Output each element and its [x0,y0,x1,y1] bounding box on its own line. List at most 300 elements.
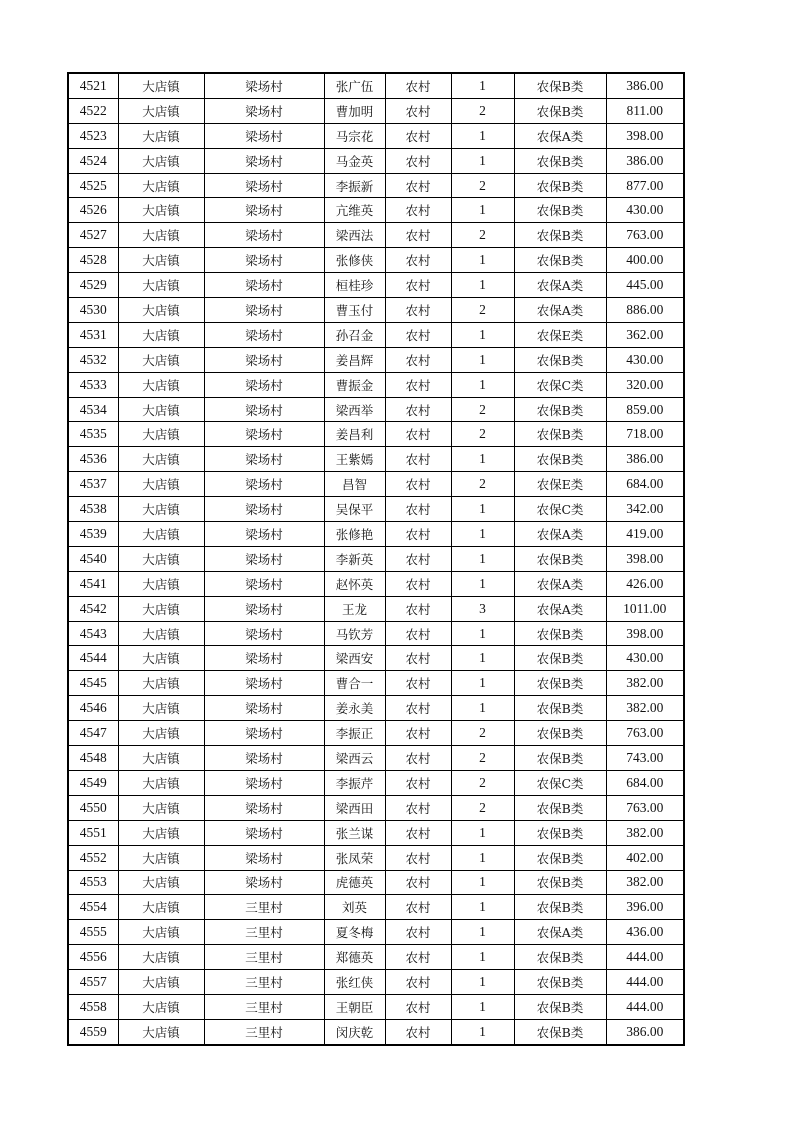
village-cell: 梁场村 [204,546,324,571]
row-number-cell: 4526 [68,198,118,223]
insurance-category-cell: 农保B类 [514,173,606,198]
table-row [68,795,684,820]
amount-cell: 382.00 [606,820,684,845]
name-cell: 梁西法 [324,223,385,248]
town-cell: 大店镇 [118,746,204,771]
row-number-cell: 4534 [68,397,118,422]
household-type-cell: 农村 [385,347,451,372]
amount-cell: 743.00 [606,746,684,771]
person-count-cell: 1 [451,347,514,372]
row-number-cell: 4557 [68,970,118,995]
amount-cell: 386.00 [606,73,684,98]
insurance-category-cell: 农保B类 [514,746,606,771]
insurance-category-cell: 农保B类 [514,223,606,248]
table-row [68,347,684,372]
table-row [68,546,684,571]
village-cell: 梁场村 [204,820,324,845]
amount-cell: 382.00 [606,870,684,895]
insurance-category-cell: 农保B类 [514,397,606,422]
town-cell: 大店镇 [118,248,204,273]
name-cell: 张修艳 [324,522,385,547]
amount-cell: 430.00 [606,347,684,372]
person-count-cell: 1 [451,920,514,945]
amount-cell: 426.00 [606,571,684,596]
village-cell: 梁场村 [204,571,324,596]
town-cell: 大店镇 [118,322,204,347]
household-type-cell: 农村 [385,746,451,771]
table-row [68,970,684,995]
row-number-cell: 4545 [68,671,118,696]
town-cell: 大店镇 [118,397,204,422]
table-row [68,472,684,497]
name-cell: 姜昌利 [324,422,385,447]
row-number-cell: 4527 [68,223,118,248]
person-count-cell: 1 [451,148,514,173]
insurance-category-cell: 农保B类 [514,696,606,721]
household-type-cell: 农村 [385,273,451,298]
amount-cell: 382.00 [606,671,684,696]
village-cell: 三里村 [204,1019,324,1044]
row-number-cell: 4552 [68,845,118,870]
amount-cell: 396.00 [606,895,684,920]
name-cell: 虎德英 [324,870,385,895]
person-count-cell: 1 [451,372,514,397]
person-count-cell: 1 [451,546,514,571]
town-cell: 大店镇 [118,895,204,920]
insurance-category-cell: 农保B类 [514,248,606,273]
row-number-cell: 4533 [68,372,118,397]
amount-cell: 430.00 [606,646,684,671]
town-cell: 大店镇 [118,223,204,248]
table-row [68,223,684,248]
household-type-cell: 农村 [385,447,451,472]
insurance-category-cell: 农保B类 [514,646,606,671]
household-type-cell: 农村 [385,870,451,895]
village-cell: 梁场村 [204,472,324,497]
village-cell: 梁场村 [204,497,324,522]
row-number-cell: 4522 [68,98,118,123]
village-cell: 梁场村 [204,621,324,646]
row-number-cell: 4529 [68,273,118,298]
town-cell: 大店镇 [118,198,204,223]
village-cell: 梁场村 [204,248,324,273]
household-type-cell: 农村 [385,795,451,820]
household-type-cell: 农村 [385,945,451,970]
row-number-cell: 4555 [68,920,118,945]
town-cell: 大店镇 [118,73,204,98]
village-cell: 梁场村 [204,671,324,696]
person-count-cell: 1 [451,571,514,596]
name-cell: 马宗花 [324,123,385,148]
town-cell: 大店镇 [118,472,204,497]
household-type-cell: 农村 [385,223,451,248]
person-count-cell: 1 [451,671,514,696]
table-row [68,746,684,771]
amount-cell: 763.00 [606,721,684,746]
row-number-cell: 4559 [68,1019,118,1044]
insurance-category-cell: 农保B类 [514,870,606,895]
name-cell: 曹加明 [324,98,385,123]
person-count-cell: 1 [451,845,514,870]
name-cell: 姜永美 [324,696,385,721]
person-count-cell: 2 [451,422,514,447]
table-row [68,820,684,845]
table-row [68,696,684,721]
household-type-cell: 农村 [385,422,451,447]
household-type-cell: 农村 [385,248,451,273]
household-type-cell: 农村 [385,372,451,397]
table-row [68,298,684,323]
person-count-cell: 1 [451,1019,514,1044]
amount-cell: 859.00 [606,397,684,422]
town-cell: 大店镇 [118,920,204,945]
insurance-category-cell: 农保A类 [514,298,606,323]
insurance-category-cell: 农保A类 [514,596,606,621]
table-row [68,273,684,298]
name-cell: 梁西安 [324,646,385,671]
name-cell: 马钦芳 [324,621,385,646]
amount-cell: 877.00 [606,173,684,198]
amount-cell: 382.00 [606,696,684,721]
row-number-cell: 4547 [68,721,118,746]
table-row [68,621,684,646]
insurance-category-cell: 农保B类 [514,721,606,746]
row-number-cell: 4539 [68,522,118,547]
amount-cell: 400.00 [606,248,684,273]
row-number-cell: 4530 [68,298,118,323]
person-count-cell: 3 [451,596,514,621]
person-count-cell: 1 [451,945,514,970]
person-count-cell: 1 [451,123,514,148]
village-cell: 梁场村 [204,845,324,870]
insurance-category-cell: 农保B类 [514,621,606,646]
amount-cell: 444.00 [606,994,684,1019]
village-cell: 梁场村 [204,795,324,820]
village-cell: 梁场村 [204,322,324,347]
row-number-cell: 4544 [68,646,118,671]
person-count-cell: 1 [451,696,514,721]
name-cell: 夏冬梅 [324,920,385,945]
town-cell: 大店镇 [118,298,204,323]
household-type-cell: 农村 [385,920,451,945]
amount-cell: 402.00 [606,845,684,870]
table-row [68,721,684,746]
name-cell: 李振新 [324,173,385,198]
insurance-category-cell: 农保B类 [514,198,606,223]
name-cell: 梁西举 [324,397,385,422]
person-count-cell: 2 [451,397,514,422]
town-cell: 大店镇 [118,546,204,571]
insurance-category-cell: 农保B类 [514,845,606,870]
village-cell: 梁场村 [204,870,324,895]
name-cell: 梁西田 [324,795,385,820]
name-cell: 赵怀英 [324,571,385,596]
village-cell: 梁场村 [204,298,324,323]
household-type-cell: 农村 [385,770,451,795]
person-count-cell: 1 [451,73,514,98]
village-cell: 梁场村 [204,347,324,372]
person-count-cell: 1 [451,895,514,920]
row-number-cell: 4554 [68,895,118,920]
town-cell: 大店镇 [118,945,204,970]
person-count-cell: 2 [451,223,514,248]
amount-cell: 1011.00 [606,596,684,621]
row-number-cell: 4541 [68,571,118,596]
household-type-cell: 农村 [385,571,451,596]
household-type-cell: 农村 [385,298,451,323]
village-cell: 梁场村 [204,522,324,547]
person-count-cell: 1 [451,273,514,298]
town-cell: 大店镇 [118,447,204,472]
table-row [68,98,684,123]
village-cell: 梁场村 [204,646,324,671]
insurance-category-cell: 农保B类 [514,1019,606,1044]
table-row [68,322,684,347]
village-cell: 梁场村 [204,123,324,148]
table-row [68,522,684,547]
name-cell: 闵庆乾 [324,1019,385,1044]
table-row [68,671,684,696]
insurance-category-cell: 农保A类 [514,522,606,547]
name-cell: 张凤荣 [324,845,385,870]
amount-cell: 398.00 [606,123,684,148]
name-cell: 李振芹 [324,770,385,795]
amount-cell: 718.00 [606,422,684,447]
table-row [68,770,684,795]
insurance-category-cell: 农保C类 [514,497,606,522]
amount-cell: 444.00 [606,945,684,970]
name-cell: 王紫嫣 [324,447,385,472]
person-count-cell: 2 [451,770,514,795]
amount-cell: 763.00 [606,795,684,820]
table-row [68,920,684,945]
name-cell: 孙召金 [324,322,385,347]
name-cell: 郑德英 [324,945,385,970]
row-number-cell: 4556 [68,945,118,970]
village-cell: 梁场村 [204,372,324,397]
amount-cell: 419.00 [606,522,684,547]
town-cell: 大店镇 [118,994,204,1019]
insurance-category-cell: 农保B类 [514,820,606,845]
insurance-category-cell: 农保A类 [514,123,606,148]
insurance-category-cell: 农保B类 [514,148,606,173]
town-cell: 大店镇 [118,646,204,671]
household-type-cell: 农村 [385,845,451,870]
amount-cell: 763.00 [606,223,684,248]
row-number-cell: 4548 [68,746,118,771]
village-cell: 梁场村 [204,422,324,447]
insurance-category-cell: 农保C类 [514,770,606,795]
row-number-cell: 4550 [68,795,118,820]
table-row [68,596,684,621]
table-row [68,870,684,895]
village-cell: 梁场村 [204,148,324,173]
town-cell: 大店镇 [118,870,204,895]
row-number-cell: 4521 [68,73,118,98]
town-cell: 大店镇 [118,497,204,522]
row-number-cell: 4532 [68,347,118,372]
village-cell: 梁场村 [204,98,324,123]
name-cell: 曹合一 [324,671,385,696]
town-cell: 大店镇 [118,522,204,547]
household-type-cell: 农村 [385,397,451,422]
town-cell: 大店镇 [118,347,204,372]
name-cell: 马金英 [324,148,385,173]
household-type-cell: 农村 [385,721,451,746]
village-cell: 梁场村 [204,198,324,223]
row-number-cell: 4535 [68,422,118,447]
name-cell: 李振正 [324,721,385,746]
village-cell: 三里村 [204,895,324,920]
amount-cell: 398.00 [606,546,684,571]
insurance-category-cell: 农保B类 [514,945,606,970]
insurance-category-cell: 农保B类 [514,895,606,920]
village-cell: 三里村 [204,945,324,970]
person-count-cell: 2 [451,98,514,123]
table-row [68,447,684,472]
amount-cell: 444.00 [606,970,684,995]
village-cell: 梁场村 [204,173,324,198]
amount-cell: 811.00 [606,98,684,123]
person-count-cell: 1 [451,497,514,522]
insurance-category-cell: 农保B类 [514,98,606,123]
town-cell: 大店镇 [118,845,204,870]
household-type-cell: 农村 [385,173,451,198]
insurance-category-cell: 农保B类 [514,422,606,447]
village-cell: 梁场村 [204,397,324,422]
insurance-category-cell: 农保E类 [514,472,606,497]
household-type-cell: 农村 [385,820,451,845]
row-number-cell: 4540 [68,546,118,571]
insurance-category-cell: 农保E类 [514,322,606,347]
amount-cell: 436.00 [606,920,684,945]
name-cell: 张广伍 [324,73,385,98]
household-type-cell: 农村 [385,522,451,547]
household-type-cell: 农村 [385,497,451,522]
village-cell: 梁场村 [204,721,324,746]
amount-cell: 386.00 [606,447,684,472]
household-type-cell: 农村 [385,322,451,347]
village-cell: 梁场村 [204,770,324,795]
town-cell: 大店镇 [118,770,204,795]
table-row [68,372,684,397]
village-cell: 梁场村 [204,447,324,472]
person-count-cell: 1 [451,447,514,472]
insurance-category-cell: 农保B类 [514,546,606,571]
name-cell: 李新英 [324,546,385,571]
person-count-cell: 2 [451,298,514,323]
amount-cell: 386.00 [606,148,684,173]
name-cell: 梁西云 [324,746,385,771]
row-number-cell: 4523 [68,123,118,148]
town-cell: 大店镇 [118,173,204,198]
row-number-cell: 4558 [68,994,118,1019]
person-count-cell: 1 [451,198,514,223]
table-row [68,123,684,148]
village-cell: 梁场村 [204,273,324,298]
name-cell: 姜昌辉 [324,347,385,372]
household-type-cell: 农村 [385,970,451,995]
table-row [68,994,684,1019]
person-count-cell: 2 [451,472,514,497]
household-type-cell: 农村 [385,696,451,721]
insurance-category-cell: 农保B类 [514,347,606,372]
town-cell: 大店镇 [118,721,204,746]
table-row [68,397,684,422]
row-number-cell: 4528 [68,248,118,273]
row-number-cell: 4538 [68,497,118,522]
amount-cell: 320.00 [606,372,684,397]
person-count-cell: 1 [451,621,514,646]
insurance-category-cell: 农保A类 [514,920,606,945]
row-number-cell: 4546 [68,696,118,721]
household-type-cell: 农村 [385,596,451,621]
table-row [68,173,684,198]
row-number-cell: 4524 [68,148,118,173]
amount-cell: 342.00 [606,497,684,522]
household-type-cell: 农村 [385,994,451,1019]
town-cell: 大店镇 [118,671,204,696]
amount-cell: 684.00 [606,472,684,497]
row-number-cell: 4542 [68,596,118,621]
person-count-cell: 2 [451,173,514,198]
town-cell: 大店镇 [118,571,204,596]
name-cell: 张兰谋 [324,820,385,845]
person-count-cell: 1 [451,870,514,895]
insurance-category-cell: 农保B类 [514,73,606,98]
name-cell: 王朝臣 [324,994,385,1019]
row-number-cell: 4536 [68,447,118,472]
insurance-category-cell: 农保B类 [514,795,606,820]
person-count-cell: 2 [451,746,514,771]
row-number-cell: 4537 [68,472,118,497]
person-count-cell: 2 [451,795,514,820]
name-cell: 张修侠 [324,248,385,273]
name-cell: 桓桂珍 [324,273,385,298]
amount-cell: 362.00 [606,322,684,347]
amount-cell: 398.00 [606,621,684,646]
insurance-category-cell: 农保B类 [514,994,606,1019]
person-count-cell: 1 [451,646,514,671]
household-type-cell: 农村 [385,148,451,173]
table-row [68,148,684,173]
household-type-cell: 农村 [385,895,451,920]
insurance-category-cell: 农保C类 [514,372,606,397]
household-type-cell: 农村 [385,671,451,696]
table-row [68,571,684,596]
table-row [68,497,684,522]
table-row [68,422,684,447]
table-row [68,1019,684,1044]
village-cell: 梁场村 [204,596,324,621]
town-cell: 大店镇 [118,970,204,995]
person-count-cell: 1 [451,322,514,347]
village-cell: 梁场村 [204,73,324,98]
row-number-cell: 4551 [68,820,118,845]
table-row [68,248,684,273]
person-count-cell: 1 [451,820,514,845]
person-count-cell: 1 [451,248,514,273]
village-cell: 三里村 [204,920,324,945]
person-count-cell: 1 [451,994,514,1019]
town-cell: 大店镇 [118,148,204,173]
row-number-cell: 4543 [68,621,118,646]
household-type-cell: 农村 [385,472,451,497]
town-cell: 大店镇 [118,820,204,845]
row-number-cell: 4553 [68,870,118,895]
town-cell: 大店镇 [118,273,204,298]
village-cell: 梁场村 [204,696,324,721]
